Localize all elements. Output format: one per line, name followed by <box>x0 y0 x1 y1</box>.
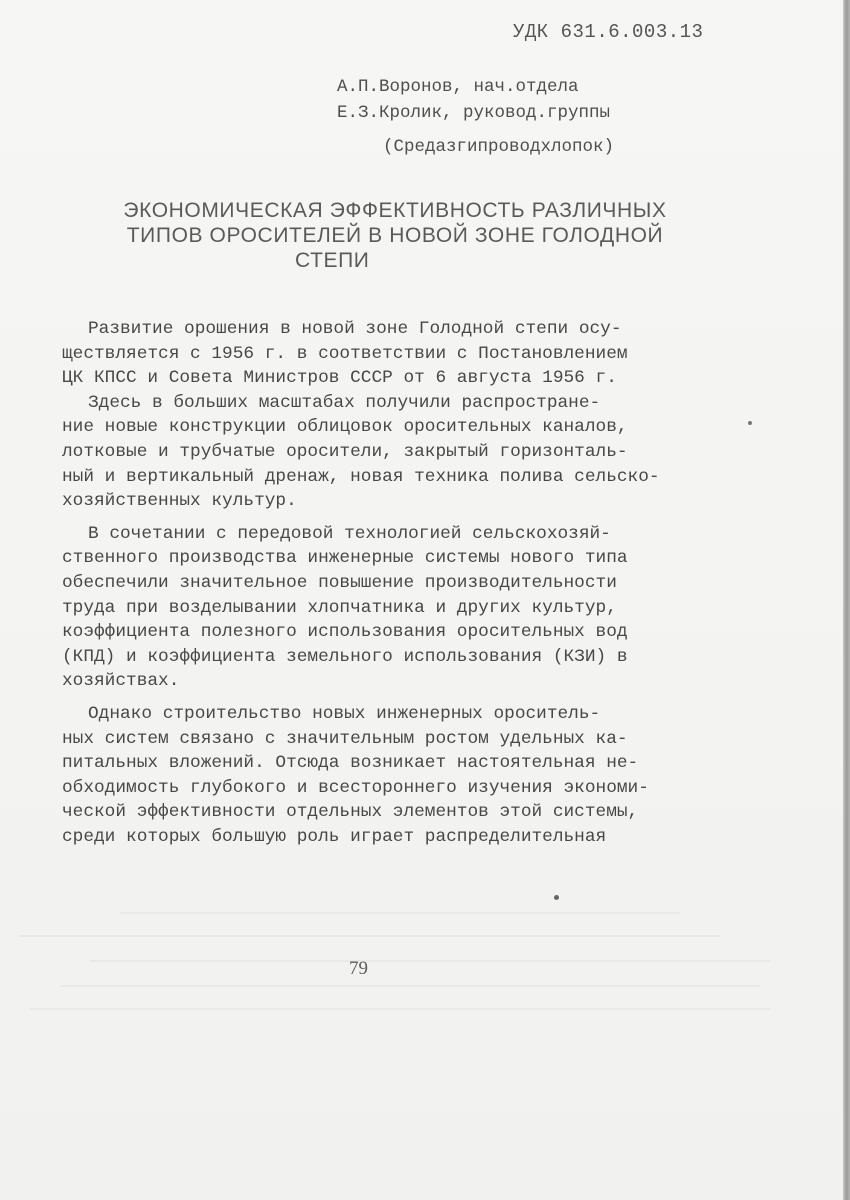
bleed-through <box>60 985 760 987</box>
author-line: Е.З.Кролик, руковод.группы <box>337 103 611 123</box>
paragraph <box>62 317 762 391</box>
text-line: В сочетании с передовой технологией сельскохозяй- <box>88 523 611 544</box>
scan-speck <box>748 421 752 425</box>
paragraph <box>62 522 762 694</box>
text-line: хозяйственных культур. <box>62 491 297 512</box>
title-line: ТИПОВ ОРОСИТЕЛЕЙ В НОВОЙ ЗОНЕ ГОЛОДНОЙ <box>126 224 664 247</box>
page-number: 79 <box>349 958 368 979</box>
text-line: ществляется с 1956 г. в соответствии с Постановлением <box>62 343 628 364</box>
text-line: лотковые и трубчатые оросители, закрытый горизонталь- <box>62 441 628 462</box>
text-line: Развитие орошения в новой зоне Голодной степи осу- <box>88 319 622 339</box>
text-line: обходимость глубокого и всестороннего изучения экономи- <box>62 777 649 798</box>
bleed-through <box>90 960 770 962</box>
text-line: Здесь в больших масштабах получили распростране- <box>88 392 601 413</box>
text-line: ных систем связано с значительным ростом удельных ка- <box>62 728 628 749</box>
text-line: ный и вертикальный дренаж, новая техника полива сельско- <box>62 466 660 487</box>
organization: (Средазгипроводхлопок) <box>383 137 615 157</box>
text-line: ственного производства инженерные системы нового типа <box>62 548 628 569</box>
scan-edge <box>843 0 850 1200</box>
text-line: хозяйствах. <box>62 671 180 692</box>
bleed-through <box>20 935 720 937</box>
text-line: среди которых большую роль играет распределительная <box>62 826 607 847</box>
text-line: ЦК КПСС и Совета Министров СССР от 6 августа 1956 г. <box>62 368 617 389</box>
text-line: Однако строительство новых инженерных ороситель- <box>88 703 601 724</box>
title-line: СТЕПИ <box>295 249 370 272</box>
title-line: ЭКОНОМИЧЕСКАЯ ЭФФЕКТИВНОСТЬ РАЗЛИЧНЫХ <box>123 199 667 222</box>
text-line: (КПД) и коэффициента земельного использования (КЗИ) в <box>62 646 628 667</box>
scan-speck <box>554 895 559 900</box>
article-title <box>70 198 720 273</box>
text-line: питальных вложений. Отсюда возникает настоятельная не- <box>62 753 639 774</box>
article-body <box>62 317 762 849</box>
bleed-through <box>30 1008 770 1010</box>
text-line: труда при возделывании хлопчатника и других культур, <box>62 597 617 618</box>
author-line: А.П.Воронов, нач.отдела <box>337 77 579 97</box>
text-line: ческой эффективности отдельных элементов этой системы, <box>62 802 639 823</box>
text-line: ние новые конструкции облицовок оросительных каналов, <box>62 417 628 438</box>
bleed-through <box>120 912 680 914</box>
text-line: коэффициента полезного использования оросительных вод <box>62 622 628 643</box>
paragraph <box>62 702 762 850</box>
udk-code: УДК 631.6.003.13 <box>513 21 704 43</box>
paragraph <box>62 391 762 514</box>
text-line: обеспечили значительное повышение производительности <box>62 572 617 593</box>
authors-block <box>337 74 610 126</box>
